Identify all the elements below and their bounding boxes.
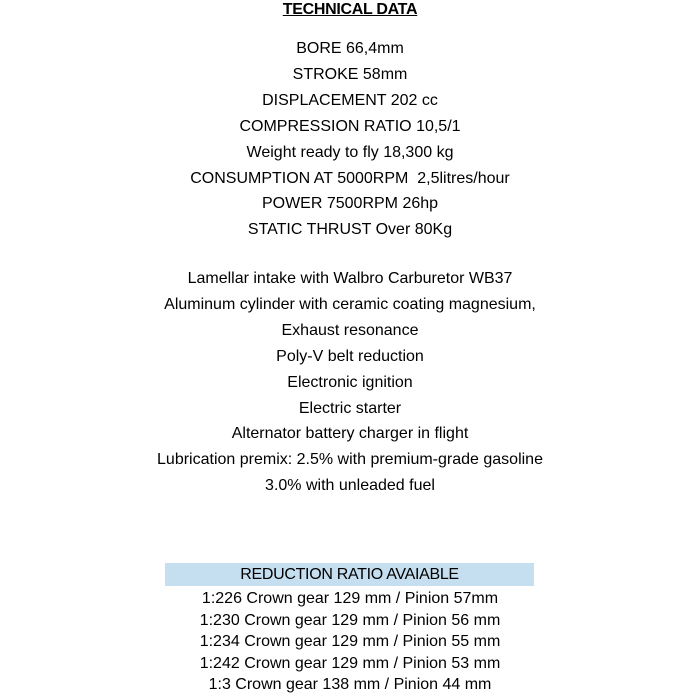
feature-item: Electric starter	[298, 399, 402, 417]
specs-list	[0, 36, 700, 243]
spec-compression-ratio: COMPRESSION RATIO 10,5/1	[239, 117, 461, 135]
feature-item: Exhaust resonance	[281, 321, 419, 339]
reduction-ratio-item: 1:242 Crown gear 129 mm / Pinion 53 mm	[199, 654, 501, 672]
reduction-ratio-item: 1:230 Crown gear 129 mm / Pinion 56 mm	[199, 611, 501, 629]
reduction-ratio-item: 1:234 Crown gear 129 mm / Pinion 55 mm	[199, 633, 501, 651]
spec-weight: Weight ready to fly 18,300 kg	[246, 143, 454, 161]
spec-stroke: STROKE 58mm	[292, 65, 408, 83]
features-list	[0, 266, 700, 499]
spec-consumption: CONSUMPTION AT 5000RPM 2,5litres/hour	[190, 169, 510, 187]
feature-item: Alternator battery charger in flight	[231, 425, 469, 443]
spec-displacement: DISPLACEMENT 202 cc	[262, 91, 438, 109]
feature-item: Poly-V belt reduction	[276, 347, 424, 365]
feature-item: Aluminum cylinder with ceramic coating magnesium,	[164, 295, 536, 313]
feature-item: Lamellar intake with Walbro Carburetor WB37	[187, 270, 513, 287]
reduction-ratio-list	[0, 588, 700, 696]
spec-bore: BORE 66,4mm	[296, 40, 404, 57]
page-title: TECHNICAL DATA	[282, 1, 418, 18]
feature-item: Electronic ignition	[287, 373, 413, 391]
reduction-ratio-item: 1:226 Crown gear 129 mm / Pinion 57mm	[201, 590, 499, 607]
spec-static-thrust: STATIC THRUST Over 80Kg	[247, 221, 453, 239]
feature-item: Lubrication premix: 2.5% with premium-grade gasoline	[157, 451, 543, 469]
feature-item: 3.0% with unleaded fuel	[265, 477, 435, 495]
reduction-ratio-item: 1:3 Crown gear 138 mm / Pinion 44 mm	[208, 676, 492, 694]
reduction-ratio-header: REDUCTION RATIO AVAIABLE	[165, 563, 534, 586]
spec-power: POWER 7500RPM 26hp	[261, 195, 439, 213]
